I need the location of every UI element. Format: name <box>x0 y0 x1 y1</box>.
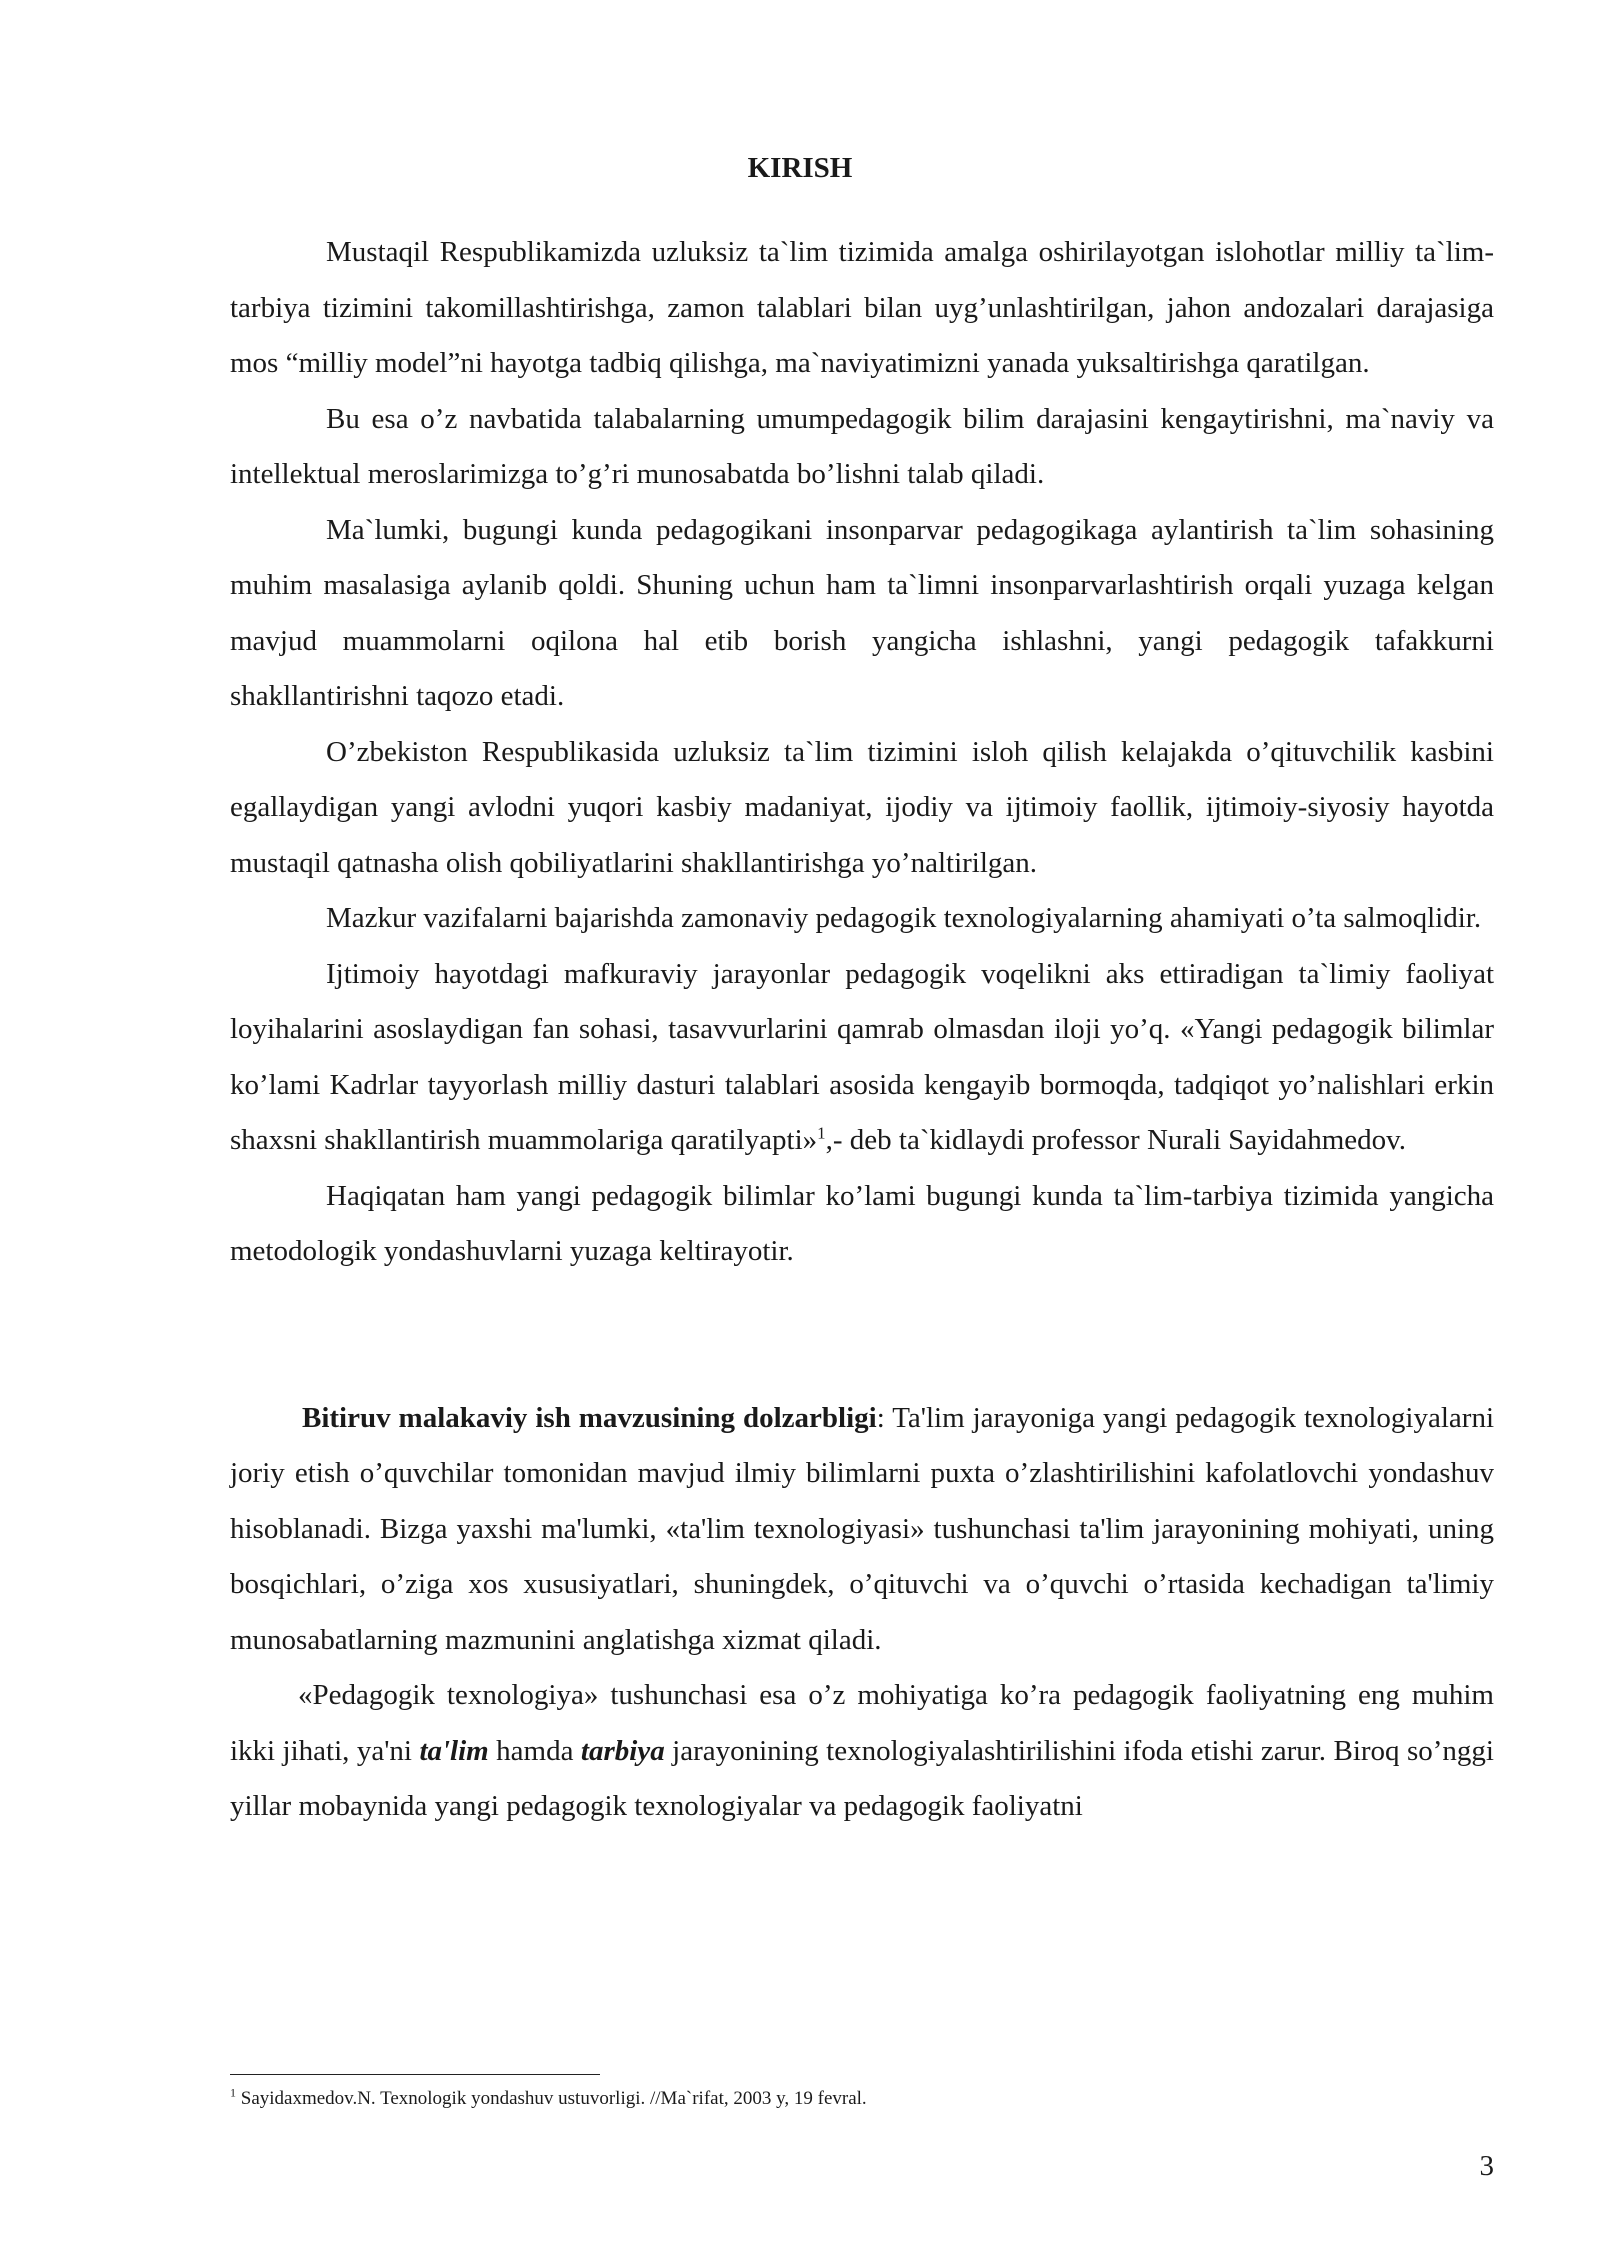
pedtech-text-1: «Pedagogik texnologiya» tushunchasi esa o’z mohiyatiga ko’ra pedagogik faoliyatning eng muhim ikki jihati, ya'ni <box>230 1679 1494 1767</box>
paragraph-modern-technologies: Mazkur vazifalarni bajarishda zamonaviy pedagogik texnologiyalarning ahamiyati o’ta salmoqlidir. <box>326 902 1482 934</box>
quote-text: Ijtimoiy hayotdagi mafkuraviy jarayonlar pedagogik voqelikni aks ettiradigan ta`limiy faoliyat loyihalarini asoslaydigan fan sohasi, tasavvurlarini qamrab olmasdan iloji yo’q. «Yangi pedagogik bilimlar ko’lami Kadrlar tayyorlash milliy dasturi talablari asosida kengayib bormoqda, tadqiqot yo’nalishlari erkin shaxsni shakllantirish muammolariga qaratilyapti» <box>230 957 1494 1156</box>
emphasis-tarbiya: tarbiya <box>580 1734 665 1767</box>
footnote-reference[interactable]: 1 <box>817 1123 826 1143</box>
page-number: 3 <box>1479 2150 1494 2182</box>
main-text <box>230 225 1494 1835</box>
relevance-separator: : <box>876 1401 893 1434</box>
paragraph-new-approaches: Haqiqatan ham yangi pedagogik bilimlar ko’lami bugungi kunda ta`lim-tarbiya tizimida yangicha metodologik yondashuvlarni yuzaga keltirayotir. <box>230 1179 1494 1267</box>
quote-attribution: ,- deb ta`kidlaydi professor Nurali Sayidahmedov. <box>825 1124 1407 1156</box>
footnote-number: 1 <box>230 2085 236 2100</box>
footnote <box>230 2086 1494 2112</box>
footnote-separator <box>230 2074 600 2075</box>
footnote-text: Sayidaxmedov.N. Texnologik yondashuv ustuvorligi. //Ma`rifat, 2003 y, 19 fevral. <box>236 2088 867 2109</box>
paragraph-education-reform: O’zbekiston Respublikasida uzluksiz ta`lim tizimini isloh qilish kelajakda o’qituvchilik kasbini egallaydigan yangi avlodni yuqori kasbiy madaniyat, ijodiy va ijtimoiy faollik, ijtimoiy-siyosiy hayotda mustaqil qatnasha olish qobiliyatlarini shakllantirishga yo’naltirilgan. <box>230 735 1494 879</box>
paragraph-relevance <box>230 1391 1494 1669</box>
emphasis-talim: ta'lim <box>419 1734 489 1767</box>
page-title: KIRISH <box>747 152 853 184</box>
paragraph-intro: Mustaqil Respublikamizda uzluksiz ta`lim tizimida amalga oshirilayotgan islohotlar milliy ta`lim-tarbiya tizimini takomillashtirishga, zamon talablari bilan uyg’unlashtirilgan, jahon andozalari darajasiga mos “milliy model”ni hayotga tadbiq qilishga, ma`naviyatimizni yanada yuksaltirishga qaratilgan. <box>230 236 1494 379</box>
paragraph-humanistic-pedagogy: Ma`lumki, bugungi kunda pedagogikani insonparvar pedagogikaga aylantirish ta`lim sohasining muhim masalasiga aylanib qoldi. Shuning uchun ham ta`limni insonparvarlashtirish orqali yuzaga kelgan mavjud muammolarni oqilona hal etib borish yangicha ishlashni, yangi pedagogik tafakkurni shakllantirishni taqozo etadi. <box>230 513 1494 712</box>
paragraph-student-knowledge: Bu esa o’z navbatida talabalarning umumpedagogik bilim darajasini kengaytirishni, ma`naviy va intellektual meroslarimizga to’g’ri munosabatda bo’lishni talab qiladi. <box>230 402 1494 490</box>
relevance-text: Ta'lim jarayoniga yangi pedagogik texnologiyalarni joriy etish o’quvchilar tomonidan mavjud ilmiy bilimlarni puxta o’zlashtirilishini kafolatlovchi yondashuv hisoblanadi. Bizga yaxshi ma'lumki, «ta'lim texnologiyasi» tushunchasi ta'lim jarayonining mohiyati, uning bosqichlari, o’ziga xos xususiyatlari, shuningdek, o’qituvchi va o’quvchi o’rtasida kechadigan ta'limiy munosabatlarning mazmunini anglatishga xizmat qiladi. <box>230 1401 1494 1656</box>
pedtech-text-2: hamda <box>488 1734 581 1767</box>
paragraph-quote <box>230 947 1494 1169</box>
paragraph-pedagogical-technology <box>230 1668 1494 1835</box>
pedtech-text-3: jarayonining texnologiyalashtirilishini ifoda etishi zarur. Biroq so’nggi yillar mobaynida yangi pedagogik texnologiyalar va pedagogik faoliyatni <box>230 1734 1494 1822</box>
relevance-heading: Bitiruv malakaviy ish mavzusining dolzarbligi <box>302 1401 877 1434</box>
